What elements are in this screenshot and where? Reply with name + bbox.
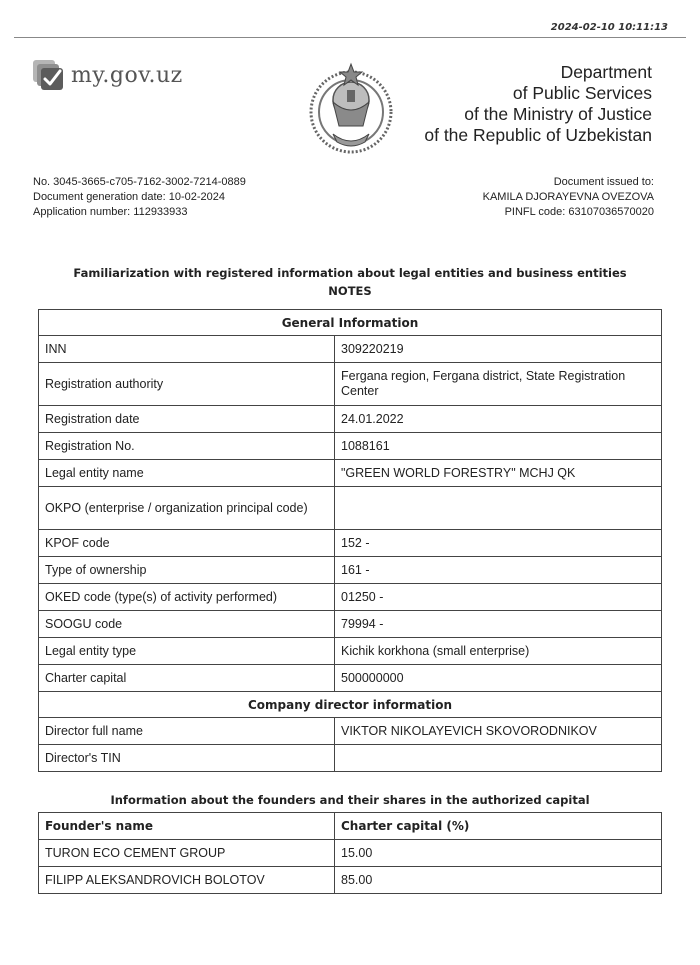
table-header-row (39, 813, 662, 840)
row-label: KPOF code (39, 530, 335, 557)
row-label: Charter capital (39, 665, 335, 692)
table-row (39, 460, 662, 487)
table-row (39, 584, 662, 611)
logo-text: my.gov.uz (71, 62, 183, 88)
row-label: Legal entity name (39, 460, 335, 487)
entity-info-table (38, 309, 662, 772)
row-value: 24.01.2022 (335, 406, 662, 433)
department-line: of the Ministry of Justice (464, 104, 652, 124)
section-header-row (39, 310, 662, 336)
department-line: Department (560, 62, 652, 82)
document-meta (33, 175, 246, 220)
row-value: Fergana region, Fergana district, State Registration Center (335, 363, 662, 406)
row-label: Registration authority (39, 363, 335, 406)
print-timestamp: 2024-02-10 10:11:13 (550, 22, 668, 33)
table-row (39, 557, 662, 584)
application-number: Application number: 112933933 (33, 206, 188, 218)
issuing-department (424, 62, 652, 146)
row-value: 500000000 (335, 665, 662, 692)
row-label: Director's TIN (39, 745, 335, 772)
checkbox-logo-icon (33, 60, 63, 90)
document-title (0, 264, 700, 300)
department-line: of Public Services (512, 83, 652, 103)
department-line: of the Republic of Uzbekistan (424, 125, 652, 145)
title-line: Familiarization with registered information about legal entities and business entities (73, 266, 627, 280)
table-row (39, 718, 662, 745)
table-row (39, 487, 662, 530)
issued-to-label: Document issued to: (553, 176, 654, 188)
row-value: 79994 - (335, 611, 662, 638)
recipient-name: KAMILA DJORAYEVNA OVEZOVA (482, 191, 654, 203)
row-value: 161 - (335, 557, 662, 584)
table-row (39, 530, 662, 557)
row-label: Registration date (39, 406, 335, 433)
state-emblem-icon (303, 60, 399, 156)
table-row (39, 840, 662, 867)
header-divider (14, 37, 686, 38)
document-number: No. 3045-3665-c705-7162-3002-7214-0889 (33, 176, 246, 188)
row-value: Kichik korkhona (small enterprise) (335, 638, 662, 665)
table-row (39, 363, 662, 406)
table-row (39, 867, 662, 894)
row-value: 01250 - (335, 584, 662, 611)
row-label: Registration No. (39, 433, 335, 460)
table-row (39, 638, 662, 665)
founders-table (38, 812, 662, 894)
director-info-heading: Company director information (39, 692, 662, 718)
table-row (39, 665, 662, 692)
table-row (39, 745, 662, 772)
generation-date: Document generation date: 10-02-2024 (33, 191, 226, 203)
row-label: Director full name (39, 718, 335, 745)
founder-name: FILIPP ALEKSANDROVICH BOLOTOV (39, 867, 335, 894)
table-row (39, 611, 662, 638)
row-value (335, 487, 662, 530)
row-value: 152 - (335, 530, 662, 557)
mygov-logo (33, 60, 183, 90)
founders-section-title: Information about the founders and their shares in the authorized capital (110, 793, 590, 807)
column-header-share: Charter capital (%) (335, 813, 662, 840)
row-label: Legal entity type (39, 638, 335, 665)
founder-share: 85.00 (335, 867, 662, 894)
title-notes: NOTES (328, 284, 372, 298)
table-row (39, 406, 662, 433)
row-label: Type of ownership (39, 557, 335, 584)
founder-share: 15.00 (335, 840, 662, 867)
table-row (39, 336, 662, 363)
row-label: SOOGU code (39, 611, 335, 638)
row-label: OKED code (type(s) of activity performed) (39, 584, 335, 611)
column-header-name: Founder's name (39, 813, 335, 840)
row-value: 1088161 (335, 433, 662, 460)
pinfl-code: PINFL code: 63107036570020 (504, 206, 654, 218)
row-label: INN (39, 336, 335, 363)
section-header-row (39, 692, 662, 718)
row-value: 309220219 (335, 336, 662, 363)
recipient-info (483, 175, 654, 220)
founder-name: TURON ECO CEMENT GROUP (39, 840, 335, 867)
row-value (335, 745, 662, 772)
table-row (39, 433, 662, 460)
row-label: OKPO (enterprise / organization principal code) (39, 487, 335, 530)
general-info-heading: General Information (39, 310, 662, 336)
row-value: "GREEN WORLD FORESTRY" MCHJ QK (335, 460, 662, 487)
row-value: VIKTOR NIKOLAYEVICH SKOVORODNIKOV (335, 718, 662, 745)
